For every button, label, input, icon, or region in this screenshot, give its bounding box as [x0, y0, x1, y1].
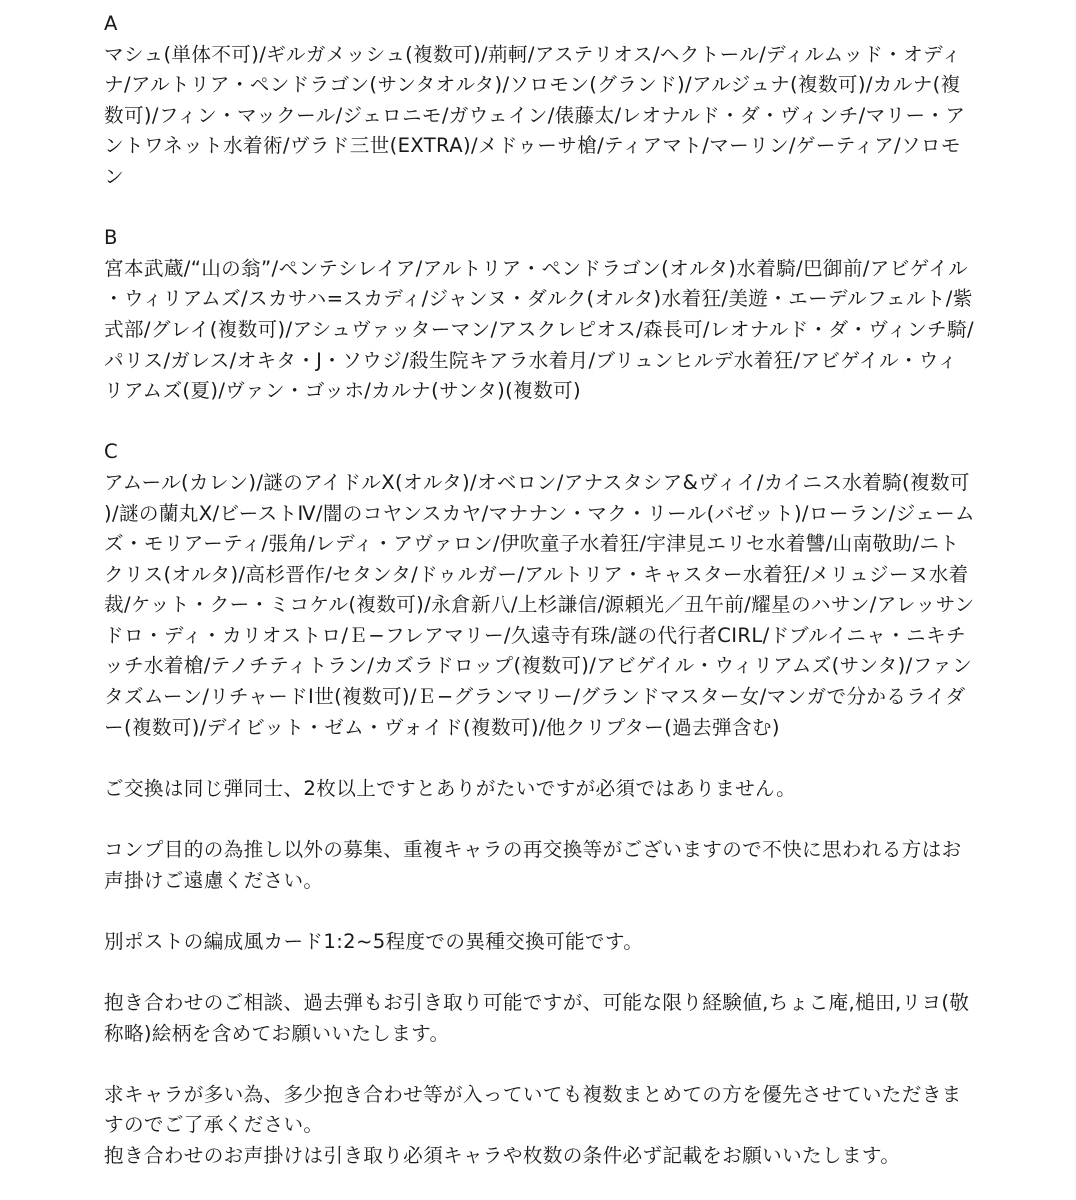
note-other-post: 別ポストの編成風カード1:2~5程度での異種交換可能です。	[104, 929, 644, 953]
section-c	[104, 437, 976, 743]
section-b	[104, 223, 976, 407]
section-b-heading: B	[104, 226, 118, 250]
section-a-heading: A	[104, 12, 118, 35]
note-priority: 求キャラが多い為、多少抱き合わせ等が入っていても複数まとめての方を優先させていただきますのでご了承ください。	[104, 1082, 962, 1137]
section-a	[104, 9, 976, 193]
spacer	[104, 957, 976, 988]
section-b-character-list: 宮本武蔵/“山の翁”/ペンテシレイア/アルトリア・ペンドラゴン(オルタ)水着騎/巴御前/アビゲイル・ウィリアムズ/スカサハ=スカディ/ジャンヌ・ダルク(オルタ)水着狂/美遊・エーデルフェルト/紫式部/グレイ(複数可)/アシュヴァッターマン/アスクレピオス/森長可/レオナルド・ダ・ヴィンチ騎/パリス/ガレス/オキタ・J・ソウジ/殺生院キアラ水着月/ブリュンヒルデ水着狂/アビゲイル・ウィリアムズ(夏)/ヴァン・ゴッホ/カルナ(サンタ)(複数可)	[104, 256, 974, 403]
section-c-character-list: アムール(カレン)/謎のアイドルX(オルタ)/オベロン/アナスタシア&ヴィイ/カイニス水着騎(複数可)/謎の蘭丸X/ビーストⅣ/闇のコヤンスカヤ/マナナン・マク・リール(バゼット)/ローラン/ジェームズ・モリアーティ/張角/レディ・アヴァロン/伊吹童子水着狂/宇津見エリセ水着讐/山南敬助/ニトクリス(オルタ)/高杉晋作/セタンタ/ドゥルガー/アルトリア・キャスター水着狂/メリュジーヌ水着裁/ケット・クー・ミコケル(複数可)/永倉新八/上杉謙信/源頼光／丑午前/耀星のハサン/アレッサンドロ・ディ・カリオストロ/Ｅ−フレアマリー/久遠寺有珠/謎の代行者CIRL/ドブルイニャ・ニキチッチ水着槍/テノチティトラン/カズラドロップ(複数可)/アビゲイル・ウィリアムズ(サンタ)/ファンタズムーン/リチャードⅠ世(複数可)/Ｅ−グランマリー/グランドマスター女/マンガで分かるライダー(複数可)/デイビット・ゼム・ヴォイド(複数可)/他クリプター(過去弾含む)	[104, 470, 975, 739]
section-c-heading: C	[104, 440, 119, 464]
note-exchange: ご交換は同じ弾同士、2枚以上ですとありがたいですが必須ではありません。	[104, 776, 797, 800]
spacer	[104, 407, 976, 438]
spacer	[104, 193, 976, 224]
spacer	[104, 804, 976, 835]
spacer	[104, 896, 976, 927]
note-bundle: 抱き合わせのご相談、過去弾もお引き取り可能ですが、可能な限り経験値,ちょこ庵,槌田,リヨ(敬称略)絵柄を含めてお願いいたします。	[104, 991, 970, 1045]
section-a-character-list: マシュ(単体不可)/ギルガメッシュ(複数可)/荊軻/アステリオス/ヘクトール/ディルムッド・オディナ/アルトリア・ペンドラゴン(サンタオルタ)/ソロモン(グランド)/アルジュナ(複数可)/カルナ(複数可)/フィン・マックール/ジェロニモ/ガウェイン/俵藤太/レオナルド・ダ・ヴィンチ/マリー・アントワネット水着術/ヴラド三世(EXTRA)/メドゥーサ槍/ティアマト/マーリン/ゲーティア/ソロモン	[104, 42, 966, 188]
note-completion: コンプ目的の為推し以外の募集、重複キャラの再交換等がございますので不快に思われる方はお声掛けご遠慮ください。	[104, 838, 962, 892]
note-conditions: 抱き合わせのお声掛けは引き取り必須キャラや枚数の条件必ず記載をお願いいたします。	[104, 1143, 901, 1167]
trade-post-document	[104, 9, 976, 1172]
spacer	[104, 1049, 976, 1080]
spacer	[104, 743, 976, 774]
